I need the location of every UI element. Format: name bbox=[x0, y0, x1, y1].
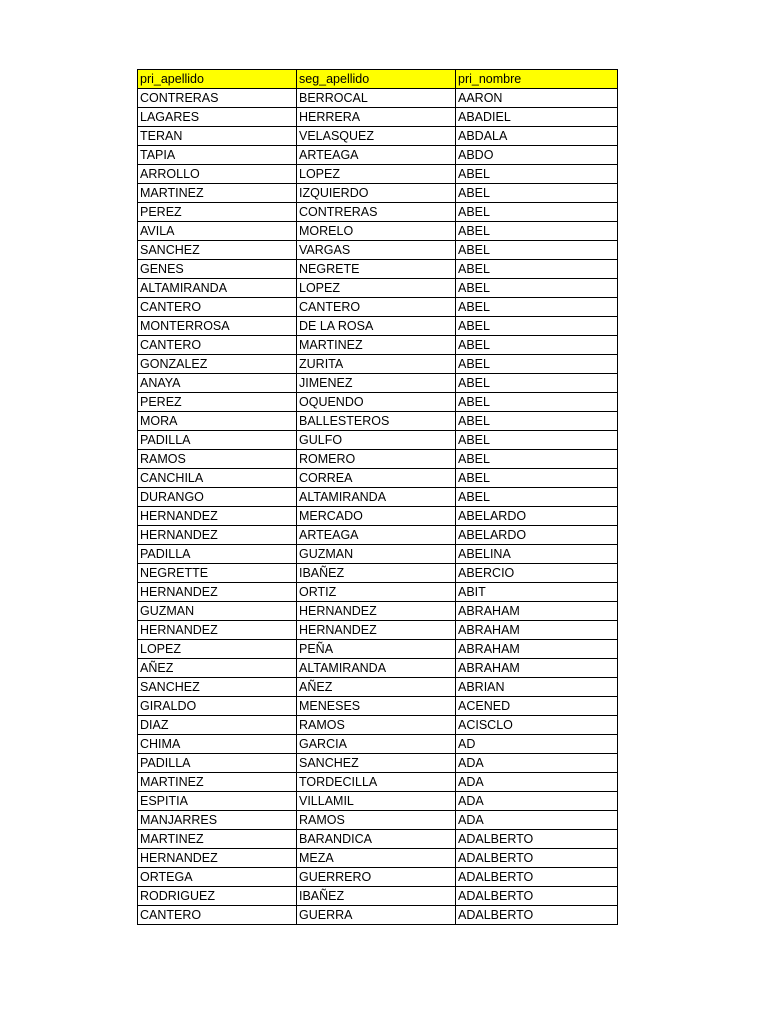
header-pri-nombre: pri_nombre bbox=[456, 70, 618, 89]
cell-seg-apellido: GULFO bbox=[297, 431, 456, 450]
table-row bbox=[138, 640, 618, 659]
table-row bbox=[138, 659, 618, 678]
cell-pri-apellido: ESPITIA bbox=[138, 792, 297, 811]
cell-pri-apellido: RODRIGUEZ bbox=[138, 887, 297, 906]
cell-seg-apellido: VELASQUEZ bbox=[297, 127, 456, 146]
table-row bbox=[138, 203, 618, 222]
cell-seg-apellido: BARANDICA bbox=[297, 830, 456, 849]
cell-pri-apellido: ANAYA bbox=[138, 374, 297, 393]
cell-pri-nombre: ABEL bbox=[456, 260, 618, 279]
cell-seg-apellido: RAMOS bbox=[297, 811, 456, 830]
cell-seg-apellido: CORREA bbox=[297, 469, 456, 488]
cell-pri-nombre: ABEL bbox=[456, 336, 618, 355]
cell-pri-apellido: TERAN bbox=[138, 127, 297, 146]
table-row bbox=[138, 431, 618, 450]
cell-pri-nombre: ABEL bbox=[456, 317, 618, 336]
cell-seg-apellido: JIMENEZ bbox=[297, 374, 456, 393]
cell-pri-nombre: ADA bbox=[456, 754, 618, 773]
cell-pri-apellido: TAPIA bbox=[138, 146, 297, 165]
cell-pri-nombre: ABEL bbox=[456, 241, 618, 260]
cell-pri-apellido: LAGARES bbox=[138, 108, 297, 127]
table-row bbox=[138, 108, 618, 127]
cell-seg-apellido: ARTEAGA bbox=[297, 146, 456, 165]
cell-seg-apellido: VILLAMIL bbox=[297, 792, 456, 811]
cell-seg-apellido: MERCADO bbox=[297, 507, 456, 526]
cell-pri-apellido: AÑEZ bbox=[138, 659, 297, 678]
cell-pri-apellido: SANCHEZ bbox=[138, 678, 297, 697]
cell-pri-apellido: CANCHILA bbox=[138, 469, 297, 488]
cell-pri-nombre: ABRIAN bbox=[456, 678, 618, 697]
table-row bbox=[138, 716, 618, 735]
cell-pri-apellido: GONZALEZ bbox=[138, 355, 297, 374]
table-row bbox=[138, 260, 618, 279]
cell-seg-apellido: ORTIZ bbox=[297, 583, 456, 602]
table-row bbox=[138, 773, 618, 792]
table-row bbox=[138, 184, 618, 203]
cell-pri-nombre: ADA bbox=[456, 811, 618, 830]
cell-seg-apellido: AÑEZ bbox=[297, 678, 456, 697]
cell-pri-apellido: DURANGO bbox=[138, 488, 297, 507]
cell-pri-apellido: CANTERO bbox=[138, 298, 297, 317]
table-row bbox=[138, 754, 618, 773]
table-row bbox=[138, 906, 618, 925]
cell-pri-apellido: CANTERO bbox=[138, 906, 297, 925]
table-row bbox=[138, 127, 618, 146]
cell-seg-apellido: GUERRERO bbox=[297, 868, 456, 887]
cell-pri-apellido: PADILLA bbox=[138, 545, 297, 564]
cell-seg-apellido: CONTRERAS bbox=[297, 203, 456, 222]
table-row bbox=[138, 602, 618, 621]
cell-pri-nombre: ABRAHAM bbox=[456, 621, 618, 640]
cell-seg-apellido: IBAÑEZ bbox=[297, 564, 456, 583]
cell-pri-nombre: ADALBERTO bbox=[456, 906, 618, 925]
cell-pri-nombre: ABDALA bbox=[456, 127, 618, 146]
cell-pri-apellido: GIRALDO bbox=[138, 697, 297, 716]
cell-pri-apellido: ORTEGA bbox=[138, 868, 297, 887]
cell-pri-apellido: PEREZ bbox=[138, 393, 297, 412]
table-row bbox=[138, 393, 618, 412]
cell-pri-nombre: ABEL bbox=[456, 355, 618, 374]
table-row bbox=[138, 488, 618, 507]
table-row bbox=[138, 469, 618, 488]
cell-pri-apellido: HERNANDEZ bbox=[138, 621, 297, 640]
cell-pri-apellido: LOPEZ bbox=[138, 640, 297, 659]
table-row bbox=[138, 317, 618, 336]
cell-seg-apellido: MORELO bbox=[297, 222, 456, 241]
cell-pri-nombre: ABEL bbox=[456, 279, 618, 298]
table-row bbox=[138, 336, 618, 355]
cell-pri-apellido: NEGRETTE bbox=[138, 564, 297, 583]
cell-pri-apellido: PADILLA bbox=[138, 431, 297, 450]
cell-seg-apellido: DE LA ROSA bbox=[297, 317, 456, 336]
cell-seg-apellido: LOPEZ bbox=[297, 279, 456, 298]
cell-pri-nombre: AD bbox=[456, 735, 618, 754]
table-row bbox=[138, 545, 618, 564]
table-row bbox=[138, 564, 618, 583]
cell-pri-nombre: ABEL bbox=[456, 222, 618, 241]
cell-pri-apellido: PEREZ bbox=[138, 203, 297, 222]
cell-pri-nombre: ABEL bbox=[456, 431, 618, 450]
cell-seg-apellido: IZQUIERDO bbox=[297, 184, 456, 203]
table-row bbox=[138, 811, 618, 830]
table-row bbox=[138, 887, 618, 906]
cell-seg-apellido: NEGRETE bbox=[297, 260, 456, 279]
cell-pri-nombre: AARON bbox=[456, 89, 618, 108]
cell-pri-nombre: ABEL bbox=[456, 165, 618, 184]
cell-pri-nombre: ABELARDO bbox=[456, 507, 618, 526]
cell-pri-nombre: ABEL bbox=[456, 488, 618, 507]
table-row bbox=[138, 355, 618, 374]
cell-seg-apellido: CANTERO bbox=[297, 298, 456, 317]
cell-pri-nombre: ADALBERTO bbox=[456, 868, 618, 887]
cell-pri-apellido: MONTERROSA bbox=[138, 317, 297, 336]
cell-pri-apellido: MANJARRES bbox=[138, 811, 297, 830]
table-row bbox=[138, 298, 618, 317]
cell-seg-apellido: ZURITA bbox=[297, 355, 456, 374]
cell-pri-nombre: ABERCIO bbox=[456, 564, 618, 583]
cell-seg-apellido: OQUENDO bbox=[297, 393, 456, 412]
cell-pri-apellido: DIAZ bbox=[138, 716, 297, 735]
cell-seg-apellido: PEÑA bbox=[297, 640, 456, 659]
cell-pri-apellido: HERNANDEZ bbox=[138, 507, 297, 526]
cell-seg-apellido: ROMERO bbox=[297, 450, 456, 469]
cell-pri-apellido: SANCHEZ bbox=[138, 241, 297, 260]
cell-seg-apellido: ALTAMIRANDA bbox=[297, 488, 456, 507]
cell-seg-apellido: BALLESTEROS bbox=[297, 412, 456, 431]
cell-seg-apellido: RAMOS bbox=[297, 716, 456, 735]
cell-seg-apellido: HERNANDEZ bbox=[297, 621, 456, 640]
table-row bbox=[138, 621, 618, 640]
cell-pri-apellido: MARTINEZ bbox=[138, 830, 297, 849]
cell-pri-nombre: ADALBERTO bbox=[456, 887, 618, 906]
cell-seg-apellido: VARGAS bbox=[297, 241, 456, 260]
cell-pri-nombre: ADA bbox=[456, 792, 618, 811]
table-row bbox=[138, 849, 618, 868]
cell-pri-apellido: HERNANDEZ bbox=[138, 849, 297, 868]
cell-pri-apellido: MARTINEZ bbox=[138, 184, 297, 203]
table-body bbox=[138, 89, 618, 925]
cell-pri-apellido: ARROLLO bbox=[138, 165, 297, 184]
table-row bbox=[138, 678, 618, 697]
table-row bbox=[138, 222, 618, 241]
table-row bbox=[138, 830, 618, 849]
header-pri-apellido: pri_apellido bbox=[138, 70, 297, 89]
cell-pri-apellido: HERNANDEZ bbox=[138, 526, 297, 545]
cell-pri-nombre: ACENED bbox=[456, 697, 618, 716]
cell-seg-apellido: MEZA bbox=[297, 849, 456, 868]
table-row bbox=[138, 735, 618, 754]
cell-seg-apellido: LOPEZ bbox=[297, 165, 456, 184]
cell-pri-nombre: ABEL bbox=[456, 469, 618, 488]
cell-pri-nombre: ABELARDO bbox=[456, 526, 618, 545]
cell-seg-apellido: MENESES bbox=[297, 697, 456, 716]
cell-seg-apellido: HERRERA bbox=[297, 108, 456, 127]
cell-pri-apellido: PADILLA bbox=[138, 754, 297, 773]
table-row bbox=[138, 89, 618, 108]
cell-pri-nombre: ABEL bbox=[456, 450, 618, 469]
table-row bbox=[138, 450, 618, 469]
cell-seg-apellido: MARTINEZ bbox=[297, 336, 456, 355]
cell-seg-apellido: IBAÑEZ bbox=[297, 887, 456, 906]
cell-pri-nombre: ADALBERTO bbox=[456, 849, 618, 868]
cell-pri-apellido: RAMOS bbox=[138, 450, 297, 469]
cell-seg-apellido: SANCHEZ bbox=[297, 754, 456, 773]
cell-pri-nombre: ABEL bbox=[456, 412, 618, 431]
cell-pri-apellido: HERNANDEZ bbox=[138, 583, 297, 602]
table-row bbox=[138, 526, 618, 545]
table-row bbox=[138, 792, 618, 811]
cell-pri-nombre: ABRAHAM bbox=[456, 602, 618, 621]
cell-pri-nombre: ADA bbox=[456, 773, 618, 792]
cell-seg-apellido: HERNANDEZ bbox=[297, 602, 456, 621]
table-row bbox=[138, 583, 618, 602]
cell-seg-apellido: ARTEAGA bbox=[297, 526, 456, 545]
cell-pri-apellido: ALTAMIRANDA bbox=[138, 279, 297, 298]
cell-seg-apellido: GUERRA bbox=[297, 906, 456, 925]
cell-pri-nombre: ABEL bbox=[456, 393, 618, 412]
cell-pri-nombre: ABEL bbox=[456, 203, 618, 222]
table-row bbox=[138, 374, 618, 393]
cell-pri-nombre: ABDO bbox=[456, 146, 618, 165]
cell-pri-nombre: ABADIEL bbox=[456, 108, 618, 127]
table-row bbox=[138, 697, 618, 716]
table-row bbox=[138, 241, 618, 260]
table-header bbox=[138, 70, 618, 89]
cell-pri-nombre: ABIT bbox=[456, 583, 618, 602]
cell-pri-apellido: AVILA bbox=[138, 222, 297, 241]
cell-pri-apellido: CANTERO bbox=[138, 336, 297, 355]
cell-pri-apellido: MARTINEZ bbox=[138, 773, 297, 792]
cell-pri-apellido: GENES bbox=[138, 260, 297, 279]
table-row bbox=[138, 507, 618, 526]
cell-pri-apellido: GUZMAN bbox=[138, 602, 297, 621]
cell-pri-nombre: ABEL bbox=[456, 374, 618, 393]
table-row bbox=[138, 868, 618, 887]
cell-seg-apellido: TORDECILLA bbox=[297, 773, 456, 792]
cell-seg-apellido: GARCIA bbox=[297, 735, 456, 754]
cell-pri-apellido: CHIMA bbox=[138, 735, 297, 754]
cell-pri-apellido: CONTRERAS bbox=[138, 89, 297, 108]
cell-pri-nombre: ABRAHAM bbox=[456, 640, 618, 659]
cell-seg-apellido: BERROCAL bbox=[297, 89, 456, 108]
cell-seg-apellido: GUZMAN bbox=[297, 545, 456, 564]
table-row bbox=[138, 165, 618, 184]
cell-pri-nombre: ABEL bbox=[456, 298, 618, 317]
cell-pri-nombre: ABRAHAM bbox=[456, 659, 618, 678]
header-seg-apellido: seg_apellido bbox=[297, 70, 456, 89]
cell-pri-apellido: MORA bbox=[138, 412, 297, 431]
cell-pri-nombre: ABEL bbox=[456, 184, 618, 203]
cell-pri-nombre: ADALBERTO bbox=[456, 830, 618, 849]
cell-pri-nombre: ACISCLO bbox=[456, 716, 618, 735]
table-row bbox=[138, 279, 618, 298]
table-row bbox=[138, 412, 618, 431]
table-row bbox=[138, 146, 618, 165]
header-row bbox=[138, 70, 618, 89]
cell-seg-apellido: ALTAMIRANDA bbox=[297, 659, 456, 678]
names-table bbox=[137, 69, 618, 925]
cell-pri-nombre: ABELINA bbox=[456, 545, 618, 564]
